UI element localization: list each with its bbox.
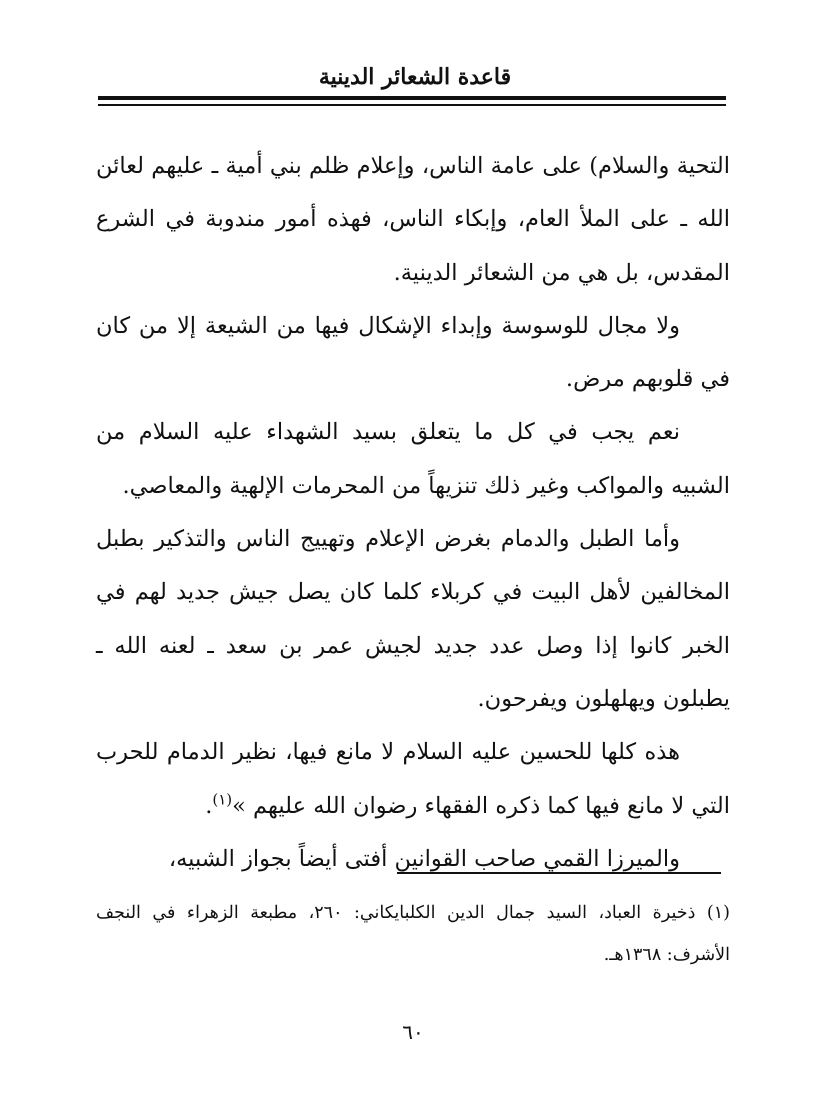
footnote: (١) ذخيرة العباد، السيد جمال الدين الكلبايكاني: ٢٦٠، مطبعة الزهراء في النجف الأشرف: ١٣٦٨هـ.: [96, 903, 730, 965]
paragraph-1: التحية والسلام) على عامة الناس، وإعلام ظلم بني أمية ـ عليهم لعائن الله ـ على الملأ العام، وإبكاء الناس، فهذه أمور مندوبة في الشرع المقدس، بل هي من الشعائر الدينية.: [96, 153, 730, 286]
running-header-title: قاعدة الشعائر الدينية: [318, 64, 512, 90]
paragraph-6: والميرزا القمي صاحب القوانين أفتى أيضاً بجواز الشبيه،: [168, 845, 680, 872]
paragraph-4: وأما الطبل والدمام بغرض الإعلام وتهييج الناس والتذكير بطبل المخالفين لأهل البيت في كربلاء كلما كان يصل جيش جديد لهم في الخبر كانوا إذا وصل عدد جديد لجيش عمر بن سعد ـ لعنه الله ـ يطبلون ويهلهلون ويفرحون.: [96, 526, 730, 712]
footnote-reference: (١): [212, 790, 233, 809]
header-rule-thin: [98, 104, 726, 106]
paragraph-5-end: .: [205, 792, 213, 819]
paragraph-2: ولا مجال للوسوسة وإبداء الإشكال فيها من الشيعة إلا من كان في قلوبهم مرض.: [96, 312, 730, 393]
paragraph-5: [96, 726, 730, 833]
paragraph-5-text: هذه كلها للحسين عليه السلام لا مانع فيها، نظير الدمام للحرب التي لا مانع فيها كما ذكره الفقهاء رضوان الله عليهم »: [96, 739, 730, 819]
paragraph-3: نعم يجب في كل ما يتعلق بسيد الشهداء عليه السلام من الشبيه والمواكب وغير ذلك تنزيهاً من المحرمات الإلهية والمعاصي.: [96, 419, 730, 499]
footnote-separator: [397, 872, 721, 874]
body-text: [96, 140, 730, 886]
header-rule-thick: [98, 96, 726, 100]
page-number: ٦٠: [402, 1020, 424, 1044]
